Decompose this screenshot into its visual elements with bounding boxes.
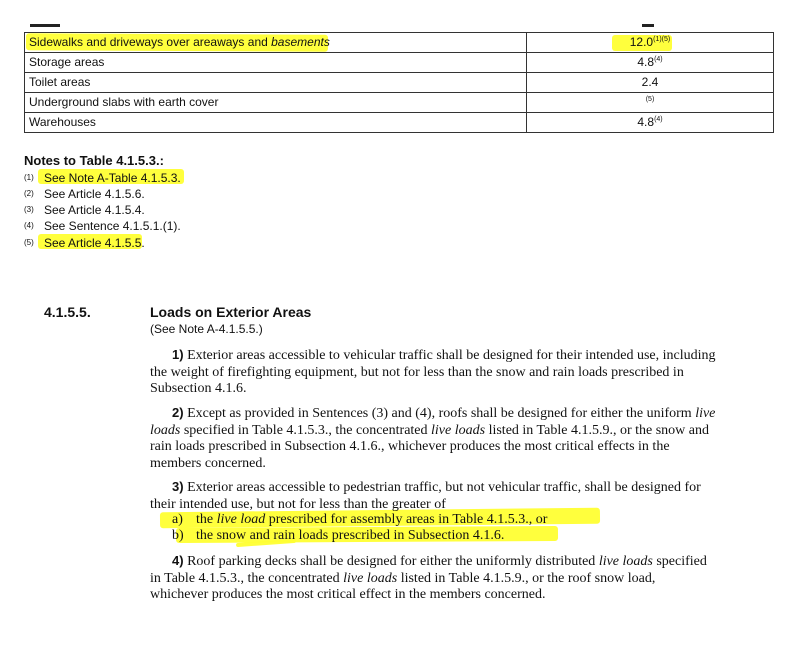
table-row: [25, 73, 774, 93]
paragraph-3: 3) Exterior areas accessible to pedestrian traffic, but not vehicular traffic, shall be designed for their intended use, but not for less than the greater of: [150, 479, 701, 512]
live-loads-table: [24, 32, 774, 133]
note-item: (1) See Note A-Table 4.1.5.3.: [24, 171, 181, 185]
table-row: [25, 33, 774, 53]
cut-off-value-fragment: [642, 24, 654, 27]
paragraph-4: 4) Roof parking decks shall be designed for either the uniformly distributed live loads specified in Table 4.1.5.3., the concentrated live loads listed in Table 4.1.5.9., or the roof snow load, whichever produces the most critical effect in the members concerned.: [150, 553, 707, 602]
row-label: Warehouses: [25, 113, 527, 133]
note-item: (2) See Article 4.1.5.6.: [24, 187, 145, 201]
clause-a: a) the live load prescribed for assembly areas in Table 4.1.5.3., or: [172, 512, 548, 527]
section-title: Loads on Exterior Areas: [150, 304, 312, 320]
row-label: Toilet areas: [25, 73, 527, 93]
row-value: $12.0^{(1)(5)}$: [527, 33, 774, 53]
table-row: [25, 113, 774, 133]
note-item: (4) See Sentence 4.1.5.1.(1).: [24, 219, 181, 233]
row-label: Underground slabs with earth cover: [25, 93, 527, 113]
paragraph-2: 2) Except as provided in Sentences (3) and (4), roofs shall be designed for either the uniform live loads specified in Table 4.1.5.3., the concentrated live loads listed in Table 4.1.5.9., or the snow and rain loads prescribed in Subsection 4.1.6., whichever produces the most critical effects in the members concerned.: [150, 405, 716, 471]
note-item: (3) See Article 4.1.5.4.: [24, 203, 145, 217]
notes-title: Notes to Table 4.1.5.3.:: [24, 153, 164, 168]
table-row: [25, 93, 774, 113]
row-value: 4.8$^{(4)}$: [527, 53, 774, 73]
row-label: Storage areas: [25, 53, 527, 73]
row-value: 4.8$^{(4)}$: [527, 113, 774, 133]
cut-off-table-row: [24, 20, 774, 32]
row-value: 2.4: [527, 73, 774, 93]
section-subtitle: (See Note A-4.1.5.5.): [150, 322, 263, 336]
row-value: (5): [527, 93, 774, 113]
paragraph-1: 1) Exterior areas accessible to vehicular traffic shall be designed for their intended use, including the weight of firefighting equipment, but not for less than the snow and rain loads prescribed in Subsection 4.1.6.: [150, 347, 716, 396]
note-item: (5) See Article 4.1.5.5.: [24, 236, 145, 250]
row-label: Sidewalks and driveways over areaways and basements: [25, 33, 527, 53]
clause-b: b) the snow and rain loads prescribed in Subsection 4.1.6.: [172, 528, 505, 543]
section-number: 4.1.5.5.: [44, 304, 91, 320]
cut-off-text-fragment: [30, 24, 60, 27]
table-row: [25, 53, 774, 73]
